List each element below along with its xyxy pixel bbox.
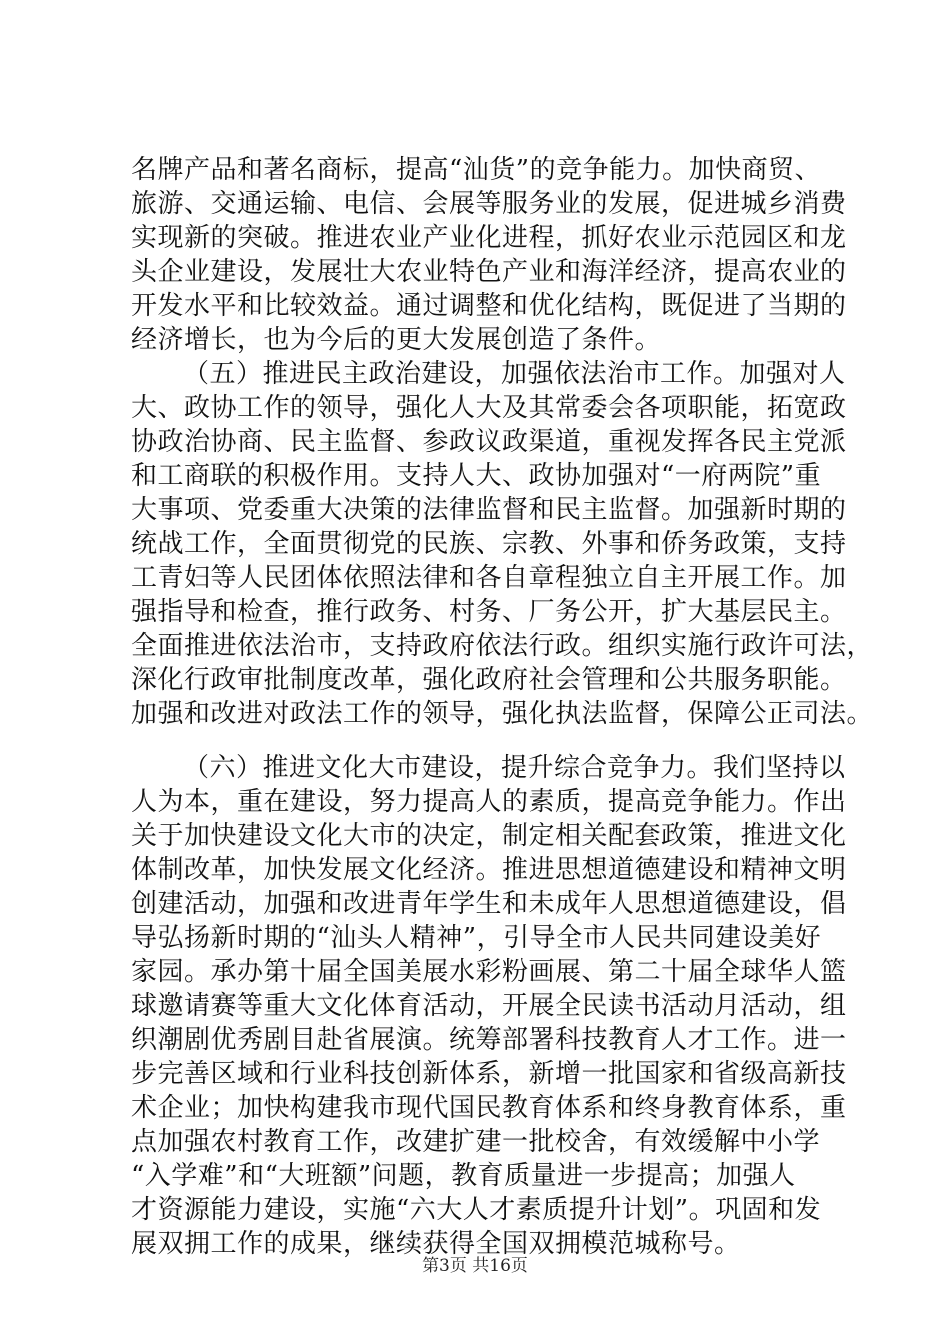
paragraph-1-line-3: 实现新的突破。推进农业产业化进程，抓好农业示范园区和龙 bbox=[131, 223, 847, 253]
paragraph-2-line-4: 和工商联的积极作用。支持人大、政协加强对“一府两院”重 bbox=[131, 461, 822, 491]
paragraph-3-line-4: 体制改革，加快发展文化经济。推进思想道德建设和精神文明 bbox=[131, 855, 847, 885]
paragraph-1-line-1: 名牌产品和著名商标，提高“汕货”的竞争能力。加快商贸、 bbox=[131, 155, 822, 185]
paragraph-2-line-1: （五）推进民主政治建设，加强依法治市工作。加强对人 bbox=[183, 359, 846, 389]
paragraph-1-line-2: 旅游、交通运输、电信、会展等服务业的发展，促进城乡消费 bbox=[131, 189, 847, 219]
paragraph-3-line-8: 球邀请赛等重大文化体育活动，开展全民读书活动月活动，组 bbox=[131, 991, 847, 1021]
paragraph-3-line-5: 创建活动，加强和改进青年学生和未成年人思想道德建设，倡 bbox=[131, 889, 847, 919]
paragraph-1-line-5: 开发水平和比较效益。通过调整和优化结构，既促进了当期的 bbox=[131, 291, 847, 321]
paragraph-3-line-10: 步完善区域和行业科技创新体系，新增一批国家和省级高新技 bbox=[131, 1059, 847, 1089]
paragraph-3-line-9: 织潮剧优秀剧目赴省展演。统筹部署科技教育人才工作。进一 bbox=[131, 1025, 847, 1055]
paragraph-3-line-13: “入学难”和“大班额”问题，教育质量进一步提高；加强人 bbox=[131, 1161, 796, 1191]
paragraph-3-line-7: 家园。承办第十届全国美展水彩粉画展、第二十届全球华人篮 bbox=[131, 957, 847, 987]
paragraph-2-line-3: 协政治协商、民主监督、参政议政渠道，重视发挥各民主党派 bbox=[131, 427, 847, 457]
paragraph-2-line-11: 加强和改进对政法工作的领导，强化执法监督，保障公正司法。 bbox=[131, 699, 874, 729]
paragraph-1-line-6: 经济增长，也为今后的更大发展创造了条件。 bbox=[131, 325, 662, 355]
paragraph-2-line-9: 全面推进依法治市，支持政府依法行政。组织实施行政许可法， bbox=[131, 631, 874, 661]
paragraph-2-line-6: 统战工作，全面贯彻党的民族、宗教、外事和侨务政策，支持 bbox=[131, 529, 847, 559]
paragraph-3-line-15: 展双拥工作的成果，继续获得全国双拥模范城称号。 bbox=[131, 1229, 741, 1259]
page-number-footer: 第3页 共16页 bbox=[422, 1256, 528, 1276]
paragraph-3-line-11: 术企业；加快构建我市现代国民教育体系和终身教育体系，重 bbox=[131, 1093, 847, 1123]
paragraph-3-line-6: 导弘扬新时期的“汕头人精神”，引导全市人民共同建设美好 bbox=[131, 923, 822, 953]
paragraph-3-line-3: 关于加快建设文化大市的决定，制定相关配套政策，推进文化 bbox=[131, 821, 847, 851]
paragraph-3-line-2: 人为本，重在建设，努力提高人的素质，提高竞争能力。作出 bbox=[131, 787, 847, 817]
paragraph-2-line-7: 工青妇等人民团体依照法律和各自章程独立自主开展工作。加 bbox=[131, 563, 847, 593]
paragraph-3-line-1: （六）推进文化大市建设，提升综合竞争力。我们坚持以 bbox=[183, 753, 846, 783]
paragraph-2-line-2: 大、政协工作的领导，强化人大及其常委会各项职能，拓宽政 bbox=[131, 393, 847, 423]
paragraph-2-line-5: 大事项、党委重大决策的法律监督和民主监督。加强新时期的 bbox=[131, 495, 847, 525]
paragraph-2-line-10: 深化行政审批制度改革，强化政府社会管理和公共服务职能。 bbox=[131, 665, 847, 695]
paragraph-2-line-8: 强指导和检查，推行政务、村务、厂务公开，扩大基层民主。 bbox=[131, 597, 847, 627]
paragraph-3-line-14: 才资源能力建设，实施“六大人才素质提升计划”。巩固和发 bbox=[131, 1195, 822, 1225]
paragraph-1-line-4: 头企业建设，发展壮大农业特色产业和海洋经济，提高农业的 bbox=[131, 257, 847, 287]
paragraph-3-line-12: 点加强农村教育工作，改建扩建一批校舍，有效缓解中小学 bbox=[131, 1127, 821, 1157]
